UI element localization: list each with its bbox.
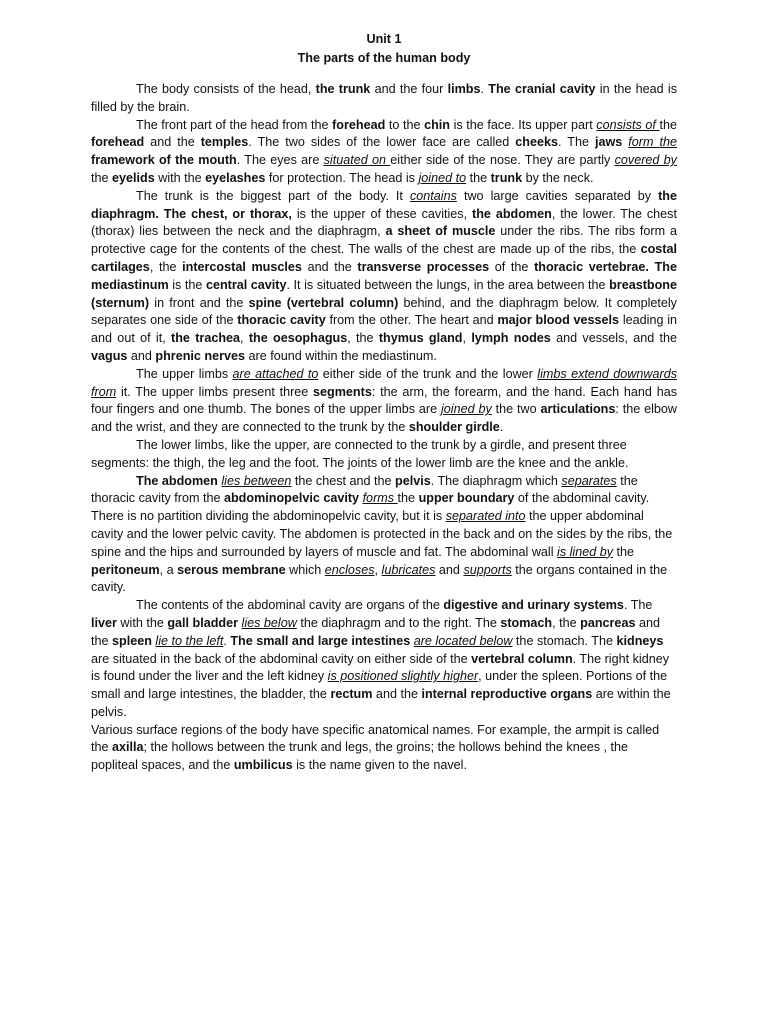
text-run: leading in and out of it, bbox=[91, 313, 678, 346]
text-run: by the neck. bbox=[522, 170, 594, 185]
underlined-phrase: lie to the left bbox=[155, 633, 224, 648]
bold-term: axilla bbox=[112, 740, 144, 755]
text-run: . It is situated between the lungs, in the area between the bbox=[286, 277, 610, 292]
paragraph bbox=[91, 437, 677, 473]
underlined-phrase: situated on bbox=[323, 153, 391, 168]
bold-term: umbilicus bbox=[233, 758, 293, 773]
bold-term: the trachea bbox=[171, 331, 241, 346]
underlined-phrase: lies between bbox=[221, 473, 292, 488]
bold-term: major blood vessels bbox=[497, 313, 620, 328]
text-run: to the bbox=[385, 117, 425, 132]
text-run: is the bbox=[168, 277, 206, 292]
text-run: : the arm, the forearm, and the hand. Each hand has four fingers and one thumb. The bones of the upper limbs are bbox=[91, 384, 677, 417]
text-run: is the name given to the navel. bbox=[292, 758, 467, 773]
underlined-phrase: lies below bbox=[241, 615, 297, 630]
bold-term: phrenic nerves bbox=[155, 348, 246, 363]
text-run: for protection. The head is bbox=[265, 170, 419, 185]
bold-term: shoulder girdle bbox=[408, 420, 500, 435]
unit-title: Unit 1 bbox=[366, 32, 402, 46]
bold-term: central cavity bbox=[205, 277, 287, 292]
document-page bbox=[91, 30, 677, 775]
body-text bbox=[91, 81, 677, 775]
bold-term: intercostal muscles bbox=[182, 259, 302, 274]
text-run: , the bbox=[149, 259, 183, 274]
underlined-phrase: is lined by bbox=[557, 544, 614, 559]
bold-term: temples bbox=[200, 135, 249, 150]
text-run: . The bbox=[558, 135, 595, 150]
paragraph bbox=[91, 366, 677, 437]
underlined-phrase: separated into bbox=[445, 509, 526, 524]
bold-term: liver bbox=[91, 615, 117, 630]
bold-term: the trunk bbox=[315, 82, 371, 96]
text-run: , the bbox=[552, 615, 581, 630]
bold-term: stomach bbox=[500, 615, 553, 630]
text-run: the bbox=[613, 544, 635, 559]
text-run: and the bbox=[372, 687, 422, 702]
text-run: which bbox=[285, 562, 325, 577]
bold-term: internal reproductive organs bbox=[421, 687, 593, 702]
bold-term: gall bladder bbox=[167, 615, 239, 630]
text-run: of the bbox=[489, 259, 535, 274]
text-run: . bbox=[480, 82, 489, 96]
bold-term: spine (vertebral column) bbox=[248, 295, 399, 310]
bold-term: kidneys bbox=[616, 633, 664, 648]
underlined-phrase: forms bbox=[362, 491, 398, 506]
text-run: the chest and the bbox=[291, 473, 396, 488]
text-run: under the ribs. The ribs form a protective cage for the contents of the chest. The walls of the chest are made up of the ribs, the bbox=[91, 224, 677, 257]
text-run: are found within the mediastinum. bbox=[245, 348, 437, 363]
underlined-phrase: joined to bbox=[418, 170, 467, 185]
text-run: and the bbox=[144, 135, 201, 150]
underlined-phrase: joined by bbox=[440, 402, 492, 417]
underlined-phrase: lubricates bbox=[381, 562, 436, 577]
underlined-phrase: form the bbox=[628, 135, 677, 150]
bold-term: thoracic vertebrae. The mediastinum bbox=[91, 259, 677, 292]
bold-term: framework of the mouth bbox=[91, 153, 237, 168]
text-run: . The two sides of the lower face are called bbox=[248, 135, 516, 150]
text-run: Various surface regions of the body have specific anatomical names. For example, the armpit is called the bbox=[91, 722, 660, 755]
paragraph bbox=[91, 81, 677, 117]
text-run: it. The upper limbs present three bbox=[116, 384, 314, 399]
text-run: and bbox=[435, 562, 464, 577]
bold-term: The cranial cavity bbox=[488, 82, 596, 96]
text-run: , the bbox=[347, 331, 379, 346]
text-run: and the bbox=[91, 615, 660, 648]
text-run: are within the pelvis. bbox=[91, 687, 671, 719]
bold-term: trunk bbox=[490, 170, 523, 185]
bold-term: the abdomen bbox=[472, 206, 552, 221]
text-run: . The eyes are bbox=[236, 153, 324, 168]
underlined-phrase: is positioned slightly higher bbox=[327, 669, 479, 684]
text-run: The front part of the head from the bbox=[136, 117, 333, 132]
text-run: The upper limbs bbox=[136, 366, 233, 381]
bold-term: The small and large intestines bbox=[230, 633, 411, 648]
bold-term: vertebral column bbox=[471, 651, 573, 666]
text-run: the diaphragm and to the right. The bbox=[296, 615, 501, 630]
underlined-phrase: limbs extend downwards from bbox=[91, 366, 677, 399]
text-run: either side of the nose. They are partly bbox=[390, 153, 615, 168]
text-run: and bbox=[127, 348, 156, 363]
text-run: The trunk is the biggest part of the body. It bbox=[136, 188, 410, 203]
text-run: : the elbow and the wrist, and they are connected to the trunk by the bbox=[91, 402, 677, 435]
bold-term: spleen bbox=[112, 633, 152, 648]
bold-term: breastbone (sternum) bbox=[91, 277, 677, 310]
text-run: are situated in the back of the abdominal cavity on either side of the bbox=[91, 651, 472, 666]
unit-subtitle: The parts of the human body bbox=[297, 50, 471, 65]
underlined-phrase: supports bbox=[463, 562, 512, 577]
text-run: with the bbox=[116, 615, 168, 630]
bold-term: costal cartilages bbox=[91, 242, 677, 274]
text-run: the bbox=[659, 117, 678, 132]
bold-term: pelvis bbox=[395, 473, 431, 488]
bold-term: the diaphragm. The chest, or thorax, bbox=[91, 188, 677, 221]
bold-term: jaws bbox=[594, 135, 623, 150]
bold-term: segments bbox=[313, 384, 372, 399]
bold-term: transverse processes bbox=[357, 259, 490, 274]
paragraph bbox=[91, 597, 677, 722]
text-run: . The right kidney is found under the liver and the left kidney bbox=[91, 651, 670, 684]
text-run: The lower limbs, like the upper, are connected to the trunk by a girdle, and present three segments: the thigh, the leg and the foot. The joints of the lower limb are the knee and the ankle. bbox=[91, 437, 629, 470]
text-run: . The diaphragm which bbox=[430, 473, 562, 488]
text-run: the bbox=[397, 491, 419, 506]
text-run: the upper abdominal cavity and the lower pelvic cavity. The abdomen is protected in the back and on the sides by the ribs, the spine and the hips and surrounded by layers of muscle and fat. The abdominal wall bbox=[91, 509, 673, 559]
title-block bbox=[91, 30, 677, 67]
bold-term: pancreas bbox=[580, 615, 636, 630]
bold-term: thymus gland bbox=[378, 331, 463, 346]
text-run: the organs contained in the cavity. bbox=[91, 562, 668, 595]
text-run: , a bbox=[159, 562, 178, 577]
text-run: either side of the trunk and the lower bbox=[318, 366, 538, 381]
text-run: The contents of the abdominal cavity are organs of the bbox=[136, 598, 444, 613]
text-run: in front and the bbox=[149, 295, 249, 310]
bold-term: forehead bbox=[91, 135, 145, 150]
underlined-phrase: are attached to bbox=[232, 366, 319, 381]
text-run: the two bbox=[491, 402, 541, 417]
bold-term: articulations bbox=[540, 402, 616, 417]
text-run: and the bbox=[301, 259, 358, 274]
bold-term: eyelids bbox=[112, 170, 155, 185]
text-run: . bbox=[223, 633, 231, 648]
text-run: the bbox=[466, 170, 491, 185]
underlined-phrase: covered by bbox=[614, 153, 677, 168]
underlined-phrase: are located below bbox=[413, 633, 513, 648]
underlined-phrase: contains bbox=[409, 188, 457, 203]
text-run: and vessels, and the bbox=[550, 331, 678, 346]
bold-term: upper boundary bbox=[418, 491, 515, 506]
text-run: from the other. The heart and bbox=[325, 313, 498, 328]
bold-term: digestive and urinary systems bbox=[443, 598, 624, 613]
bold-term: chin bbox=[424, 117, 450, 132]
text-run: . The bbox=[623, 598, 653, 613]
bold-term: eyelashes bbox=[205, 170, 266, 185]
text-run: ; the hollows between the trunk and legs, the groins; the hollows behind the knees , the popliteal spaces, and the bbox=[91, 740, 629, 773]
text-run: is the face. Its upper part bbox=[450, 117, 597, 132]
bold-term: rectum bbox=[330, 687, 373, 702]
bold-term: forehead bbox=[332, 117, 386, 132]
text-run: , bbox=[240, 331, 249, 346]
bold-term: abdominopelvic cavity bbox=[223, 491, 360, 506]
text-run: The body consists of the head, bbox=[136, 82, 316, 96]
text-run: . bbox=[499, 420, 504, 435]
underlined-phrase: separates bbox=[561, 473, 617, 488]
text-run: the stomach. The bbox=[512, 633, 617, 648]
bold-term: thoracic cavity bbox=[237, 313, 326, 328]
text-run: is the upper of these cavities, bbox=[291, 206, 473, 221]
text-run: and the four bbox=[370, 82, 448, 96]
text-run: in the head is filled by the brain. bbox=[91, 82, 678, 114]
text-run: , the lower. The chest (thorax) lies between the neck and the diaphragm, bbox=[91, 206, 677, 239]
text-run: , bbox=[462, 331, 472, 346]
paragraph bbox=[91, 722, 677, 775]
text-run: behind, and the diaphragm below. It completely separates one side of the bbox=[91, 295, 677, 328]
bold-term: cheeks bbox=[515, 135, 558, 150]
bold-term: peritoneum bbox=[91, 562, 160, 577]
bold-term: the oesophagus bbox=[248, 331, 348, 346]
bold-term: a sheet of muscle bbox=[385, 224, 496, 239]
bold-term: serous membrane bbox=[177, 562, 286, 577]
paragraph bbox=[91, 188, 677, 366]
text-run: , under the spleen. Portions of the small and large intestines, the bladder, the bbox=[91, 669, 668, 702]
bold-term: vagus bbox=[91, 348, 128, 363]
bold-term: limbs bbox=[447, 82, 481, 96]
text-run: the bbox=[91, 170, 113, 185]
text-run: with the bbox=[154, 170, 206, 185]
text-run: of the abdominal cavity. There is no partition dividing the abdominopelvic cavity, but it is bbox=[91, 491, 650, 524]
text-run: , bbox=[374, 562, 382, 577]
text-run: the thoracic cavity from the bbox=[91, 473, 638, 506]
bold-term: The abdomen bbox=[136, 473, 218, 488]
underlined-phrase: encloses bbox=[324, 562, 375, 577]
paragraph bbox=[91, 117, 677, 188]
paragraph bbox=[91, 473, 677, 598]
underlined-phrase: consists of bbox=[596, 117, 660, 132]
text-run: two large cavities separated by bbox=[456, 188, 659, 203]
bold-term: lymph nodes bbox=[471, 331, 551, 346]
